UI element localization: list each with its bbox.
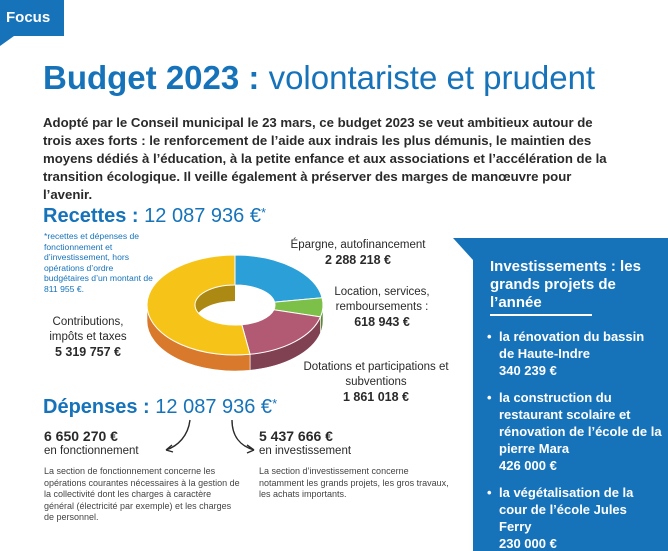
segment-location-value: 618 943 €	[354, 315, 410, 329]
investissement-desc: La section d’investissement concerne notamment les grands projets, les gros travaux, les achats importants.	[259, 466, 449, 499]
list-item-value: 426 000 €	[499, 458, 557, 473]
fonctionnement-amount: 6 650 270 €	[44, 428, 118, 444]
segment-dotations-value: 1 861 018 €	[342, 390, 410, 404]
list-item-text: la construction du restaurant scolaire et rénovation de l’école de la pierre Mara	[499, 390, 662, 456]
investissement-sub: en investissement	[259, 445, 352, 457]
segment-label-location	[322, 285, 442, 330]
page-title	[43, 58, 595, 98]
segment-epargne-name: Épargne, autofinancement	[290, 239, 426, 251]
list-item	[487, 328, 662, 379]
recettes-footnote: *recettes et dépenses de fonctionnement et d’investissement, hors opérations d’ordre budgétaires d’un montant de 811 955 €.	[44, 231, 153, 294]
intro-paragraph: Adopté par le Conseil municipal le 23 mars, ce budget 2023 se veut ambitieux autour de trois axes forts : le renforcement de l’aide aux indrais les plus démunis, le maintien des moyens dédiés à l’éducation, à la petite enfance et aux associations et l’accélération de la transition écologique. Il veille également à préserver des marges de manœuvre pour l’avenir.	[43, 115, 607, 202]
depenses-amount: 12 087 936 €	[155, 396, 273, 418]
fonctionnement-desc: La section de fonctionnement concerne les opérations courantes nécessaires à la gestion de la collectivité dont les charges à caractère général (électricité par exemple) et les charges de personnel.	[44, 466, 240, 522]
segment-epargne-value: 2 288 218 €	[324, 253, 392, 267]
depenses-star: *	[272, 396, 278, 411]
focus-tag-label: Focus	[6, 9, 51, 26]
investissements-sidebar	[473, 238, 668, 551]
investissement-amount: 5 437 666 €	[259, 428, 333, 444]
segment-location-name: Location, services, remboursements :	[334, 286, 430, 313]
sidebar-corner	[453, 238, 473, 260]
segment-contributions-name: Contributions, impôts et taxes	[49, 316, 127, 343]
recettes-star: *	[260, 205, 267, 220]
segment-label-dotations	[296, 360, 456, 405]
list-item	[487, 389, 662, 474]
focus-tag-corner	[0, 36, 14, 46]
list-item	[487, 484, 662, 551]
recettes-title	[43, 205, 266, 228]
recettes-amount: 12 087 936 €	[144, 205, 261, 227]
recettes-donut-chart	[140, 250, 330, 375]
list-item-text: la rénovation du bassin de Haute-Indre	[499, 329, 645, 361]
segment-dotations-name: Dotations et participations et subventions	[303, 361, 449, 388]
arrow-right-icon	[232, 420, 254, 453]
list-item-value: 230 000 €	[499, 536, 557, 551]
segment-contributions-value: 5 319 757 €	[54, 345, 122, 359]
sidebar-list	[487, 328, 662, 551]
title-bold: Budget 2023 :	[43, 59, 260, 96]
arrow-left-icon	[166, 420, 190, 452]
sidebar-title-underline	[490, 314, 592, 316]
depenses-label: Dépenses :	[43, 396, 150, 418]
depenses-title	[43, 396, 277, 419]
list-item-value: 340 239 €	[499, 363, 557, 378]
segment-label-epargne	[283, 238, 433, 268]
list-item-text: la végétalisation de la cour de l’école Jules Ferry	[499, 485, 634, 534]
recettes-label: Recettes :	[43, 205, 139, 227]
fonctionnement-sub: en fonctionnement	[44, 445, 139, 457]
focus-tag	[0, 0, 64, 36]
title-light: volontariste et prudent	[268, 59, 596, 96]
sidebar-title: Investissements : les grands projets de l’année	[490, 258, 641, 311]
segment-label-contributions	[42, 315, 134, 360]
